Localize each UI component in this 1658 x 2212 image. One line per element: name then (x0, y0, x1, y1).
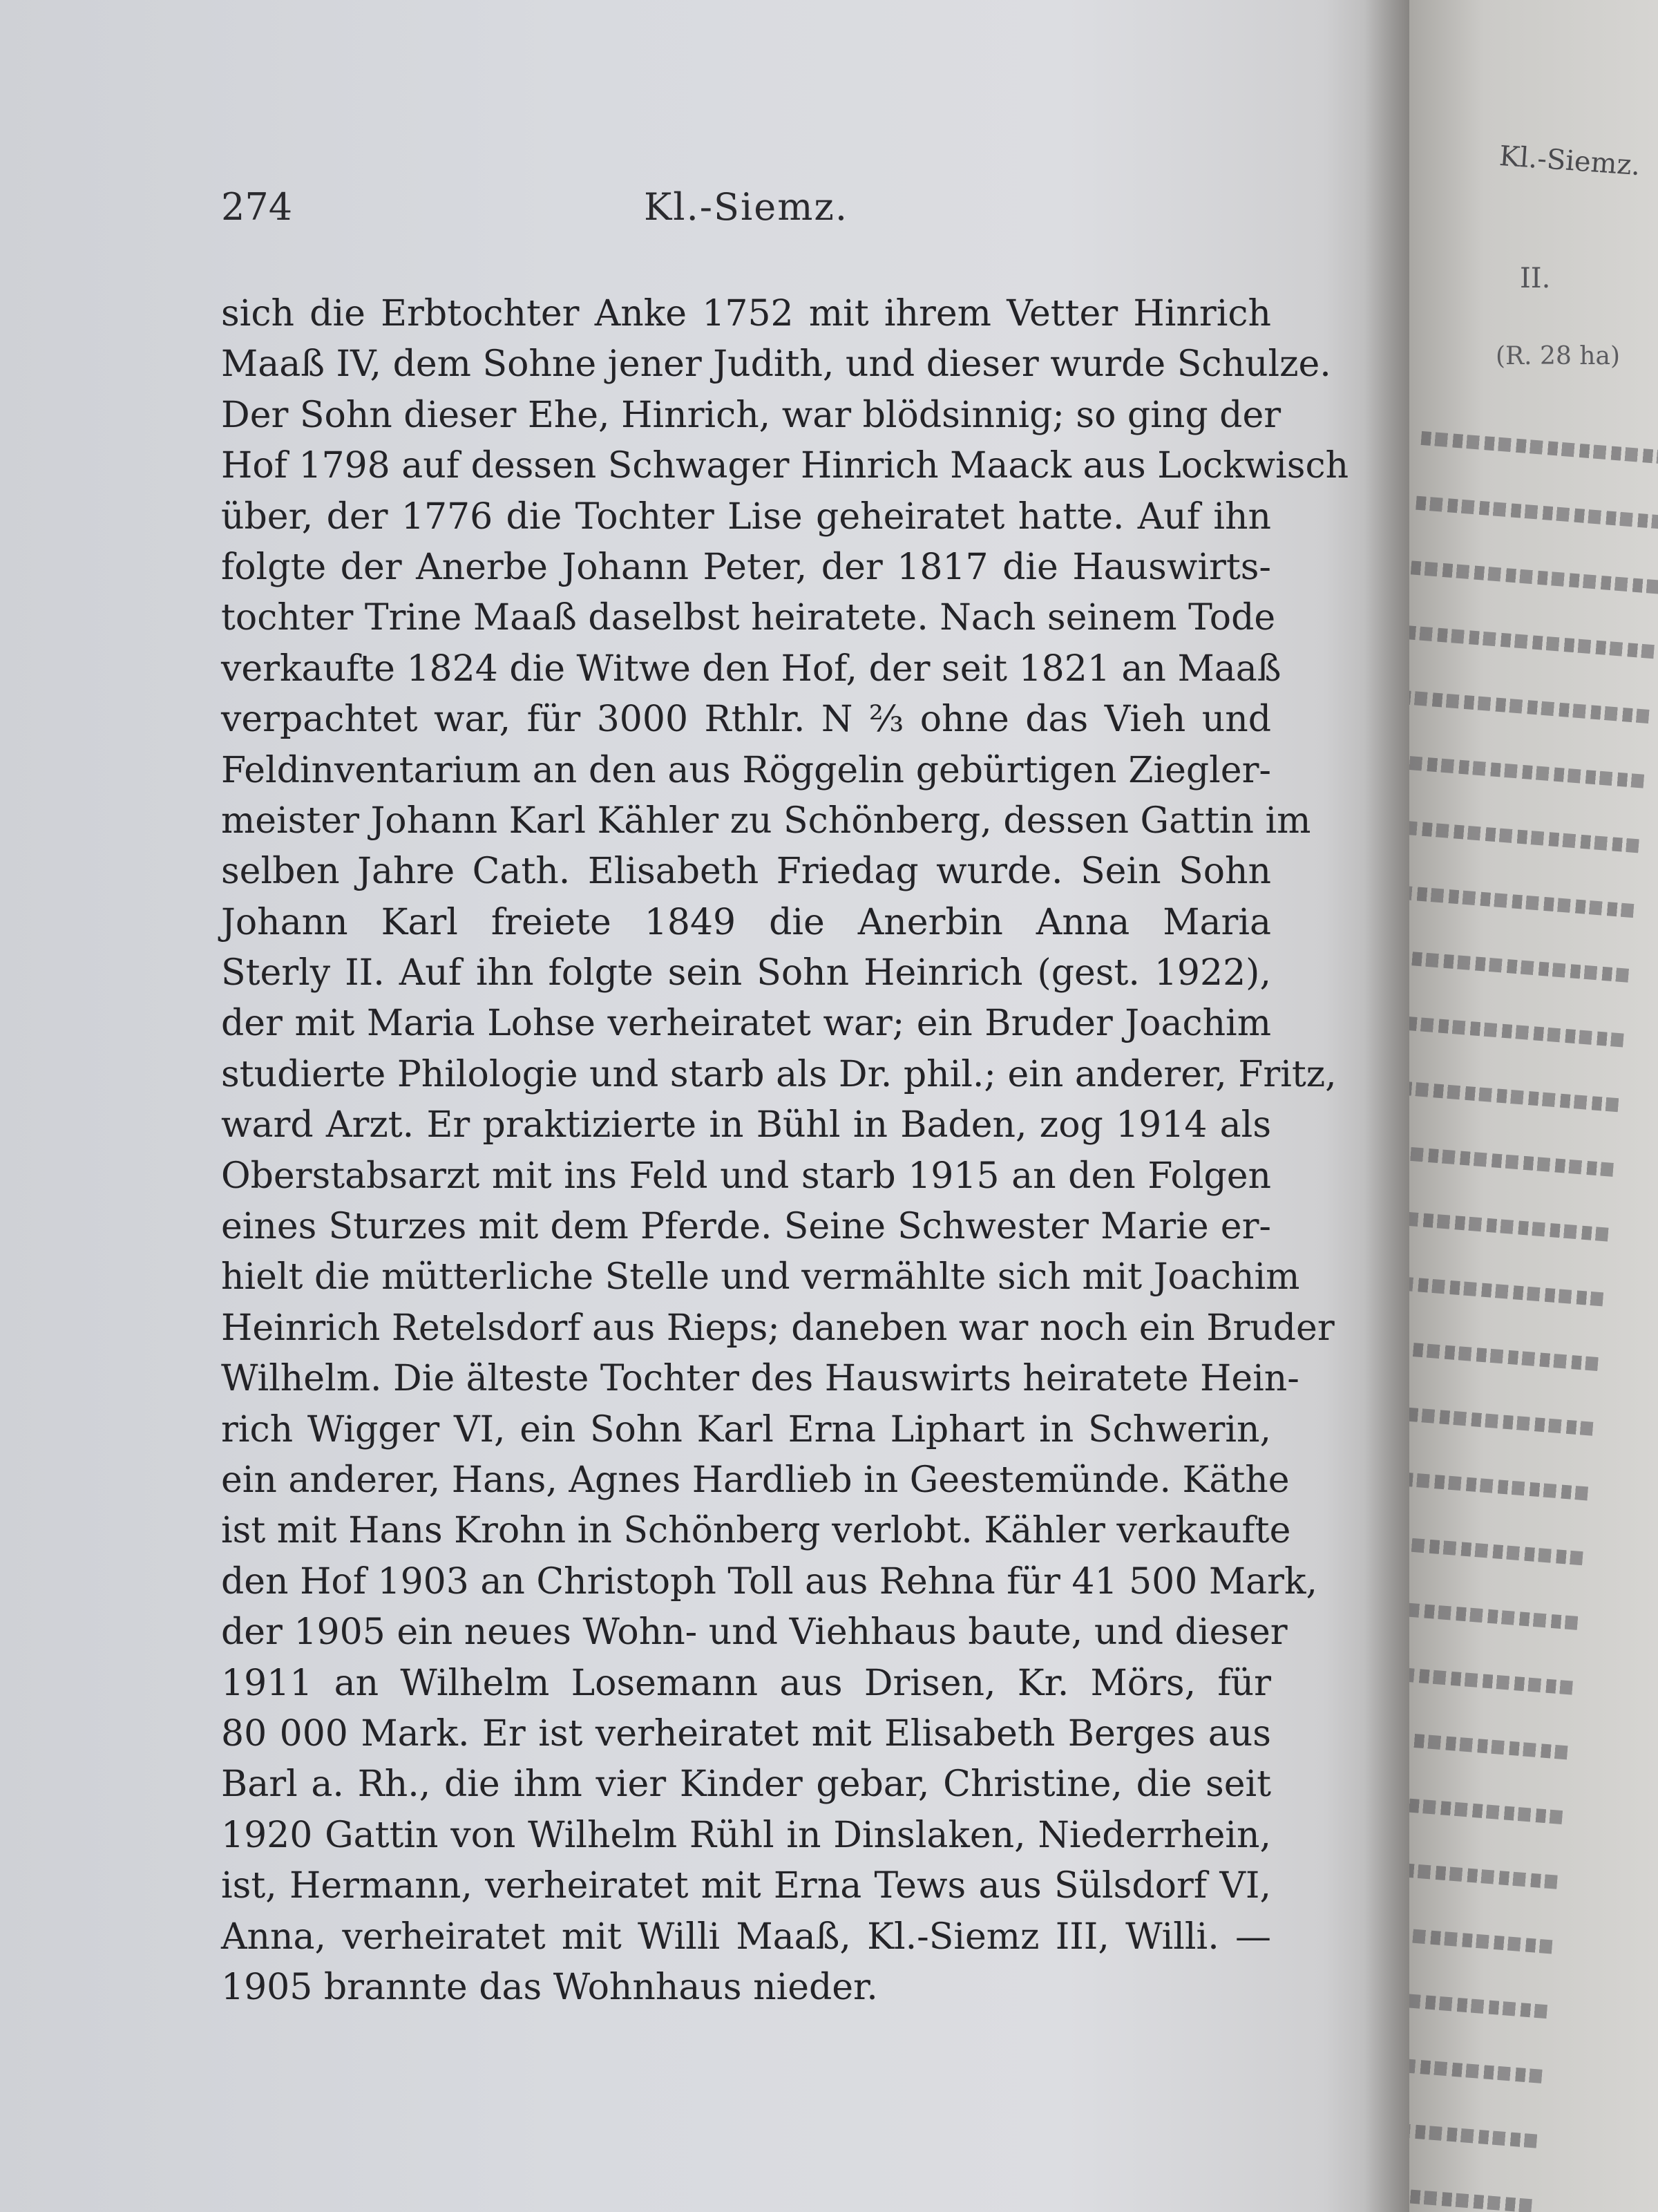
text-line: folgte der Anerbe Johann Peter, der 1817 die Hauswirts- (221, 546, 1271, 588)
text-line: Oberstabsarzt mit ins Feld und starb 1915 an den Folgen (221, 1155, 1271, 1197)
text-line: Johann Karl freiete 1849 die Anerbin Anna Maria (221, 901, 1271, 943)
text-line: Anna, verheiratet mit Willi Maaß, Kl.-Siemz III, Willi. — (221, 1916, 1271, 1958)
text-line: rich Wigger VI, ein Sohn Karl Erna Liphart in Schwerin, (221, 1408, 1271, 1450)
text-line: 1905 brannte das Wohnhaus nieder. (221, 1966, 878, 2008)
text-line: Der Sohn dieser Ehe, Hinrich, war blödsinnig; so ging der (221, 394, 1281, 436)
text-line: Barl a. Rh., die ihm vier Kinder gebar, Christine, die seit (221, 1764, 1271, 1806)
text-line: sich die Erbtochter Anke 1752 mit ihrem Vetter Hinrich (221, 293, 1271, 334)
facing-page-roman-number: II. (1520, 263, 1551, 294)
text-line: den Hof 1903 an Christoph Toll aus Rehna für 41 500 Mark, (221, 1560, 1317, 1603)
text-line: 1920 Gattin von Wilhelm Rühl in Dinslaken, Niederrhein, (221, 1814, 1271, 1856)
text-line: verkaufte 1824 die Witwe den Hof, der seit 1821 an Maaß (221, 647, 1281, 690)
facing-page-subtitle: (R. 28 ha) (1496, 342, 1620, 370)
text-line: Hof 1798 auf dessen Schwager Hinrich Maack aus Lockwisch (221, 445, 1349, 487)
running-title: Kl.-Siemz. (643, 185, 849, 229)
facing-page-blurred-text (1409, 415, 1658, 2212)
text-line: über, der 1776 die Tochter Lise geheiratet hatte. Auf ihn (221, 495, 1271, 538)
page-number: 274 (221, 185, 293, 229)
text-line: der mit Maria Lohse verheiratet war; ein Bruder Joachim (221, 1003, 1271, 1045)
text-line: Heinrich Retelsdorf aus Rieps; daneben war noch ein Bruder (221, 1307, 1335, 1349)
text-line: ist, Hermann, verheiratet mit Erna Tews aus Sülsdorf VI, (221, 1865, 1271, 1907)
facing-page-title: Kl.-Siemz. (1498, 140, 1641, 182)
text-line: eines Sturzes mit dem Pferde. Seine Schwester Marie er- (221, 1206, 1271, 1248)
text-line: Sterly II. Auf ihn folgte sein Sohn Heinrich (gest. 1922), (221, 952, 1271, 994)
text-line: Maaß IV, dem Sohne jener Judith, und dieser wurde Schulze. (221, 343, 1331, 386)
text-line: Feldinventarium an den aus Röggelin gebürtigen Ziegler- (221, 749, 1271, 791)
text-line: hielt die mütterliche Stelle und vermählte sich mit Joachim (221, 1256, 1300, 1298)
text-line: studierte Philologie und starb als Dr. phil.; ein anderer, Fritz, (221, 1053, 1337, 1095)
text-line: tochter Trine Maaß daselbst heiratete. Nach seinem Tode (221, 597, 1276, 639)
facing-page (1409, 0, 1658, 2212)
page-header (221, 185, 1271, 240)
text-line: 1911 an Wilhelm Losemann aus Drisen, Kr. Mörs, für (221, 1662, 1271, 1704)
text-line: ist mit Hans Krohn in Schönberg verlobt. Kähler verkaufte (221, 1510, 1291, 1552)
text-line: 80 000 Mark. Er ist verheiratet mit Elisabeth Berges aus (221, 1712, 1271, 1755)
body-paragraph (221, 289, 1349, 2013)
text-line: selben Jahre Cath. Elisabeth Friedag wurde. Sein Sohn (221, 851, 1271, 893)
text-line: verpachtet war, für 3000 Rthlr. N ⅔ ohne das Vieh und (221, 699, 1271, 741)
text-line: ward Arzt. Er praktizierte in Bühl in Baden, zog 1914 als (221, 1104, 1271, 1146)
text-line: meister Johann Karl Kähler zu Schönberg, dessen Gattin im (221, 800, 1311, 842)
text-line: ein anderer, Hans, Agnes Hardlieb in Geestemünde. Käthe (221, 1459, 1290, 1501)
text-line: Wilhelm. Die älteste Tochter des Hauswirts heiratete Hein- (221, 1358, 1299, 1400)
text-line: der 1905 ein neues Wohn- und Viehhaus baute, und dieser (221, 1611, 1288, 1654)
